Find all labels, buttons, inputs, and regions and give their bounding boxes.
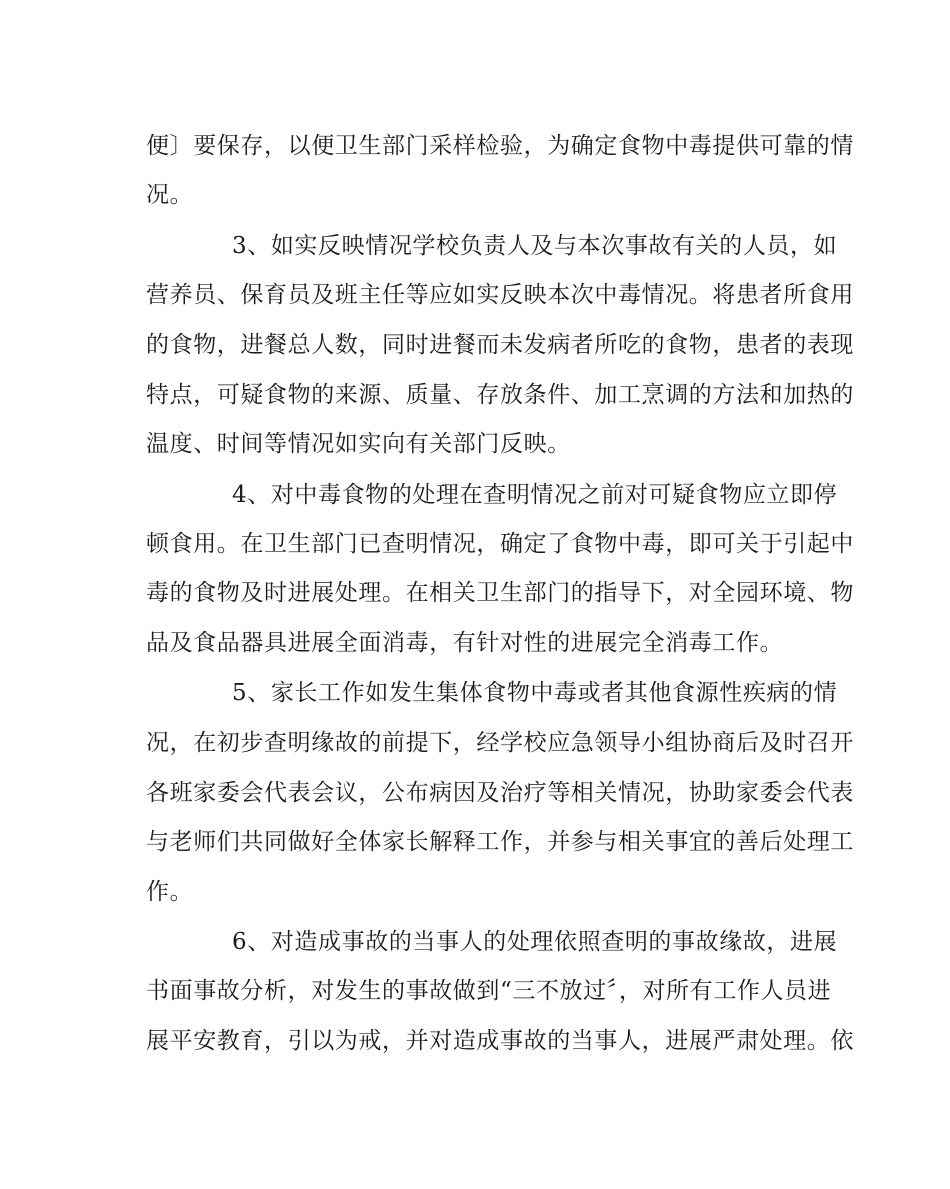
text-line: 书面事故分析，对发生的事故做到“三不放过〞，对所有工作人员进 [146, 978, 832, 1004]
text-line: 况，在初步查明缘故的前提下，经学校应急领导小组协商后及时召开 [146, 730, 854, 756]
text-line: 的食物，进餐总人数，同时进餐而未发病者所吃的食物，患者的表现 [146, 332, 854, 358]
paragraph-3-start: 3、如实反映情况学校负责人及与本次事故有关的人员，如 [232, 233, 838, 259]
text-line: 便〕要保存，以便卫生部门采样检验，为确定食物中毒提供可靠的情 [146, 133, 854, 159]
text-line: 品及食品器具进展全面消毒，有针对性的进展完全消毒工作。 [146, 630, 784, 656]
text-line: 温度、时间等情况如实向有关部门反映。 [146, 431, 571, 457]
text-line: 毒的食物及时进展处理。在相关卫生部门的指导下，对全园环境、物 [146, 580, 854, 606]
paragraph-5-start: 5、家长工作如发生集体食物中毒或者其他食源性疾病的情 [232, 680, 838, 706]
text-line: 与老师们共同做好全体家长解释工作，并参与相关事宜的善后处理工 [146, 829, 854, 855]
text-line: 作。 [146, 879, 194, 905]
text-line: 展平安教育，引以为戒，并对造成事故的当事人，进展严肃处理。依 [146, 1028, 854, 1054]
text-line: 营养员、保育员及班主任等应如实反映本次中毒情况。将患者所食用 [146, 282, 854, 308]
text-line: 各班家委会代表会议，公布病因及治疗等相关情况，协助家委会代表 [146, 780, 854, 806]
paragraph-6-start: 6、对造成事故的当事人的处理依照查明的事故缘故，进展 [232, 929, 838, 955]
paragraph-4-start: 4、对中毒食物的处理在查明情况之前对可疑食物应立即停 [232, 482, 838, 508]
text-line: 特点，可疑食物的来源、质量、存放条件、加工烹调的方法和加热的 [146, 382, 854, 408]
text-line: 况。 [146, 182, 194, 208]
text-line: 顿食用。在卫生部门已查明情况，确定了食物中毒，即可关于引起中 [146, 531, 854, 557]
